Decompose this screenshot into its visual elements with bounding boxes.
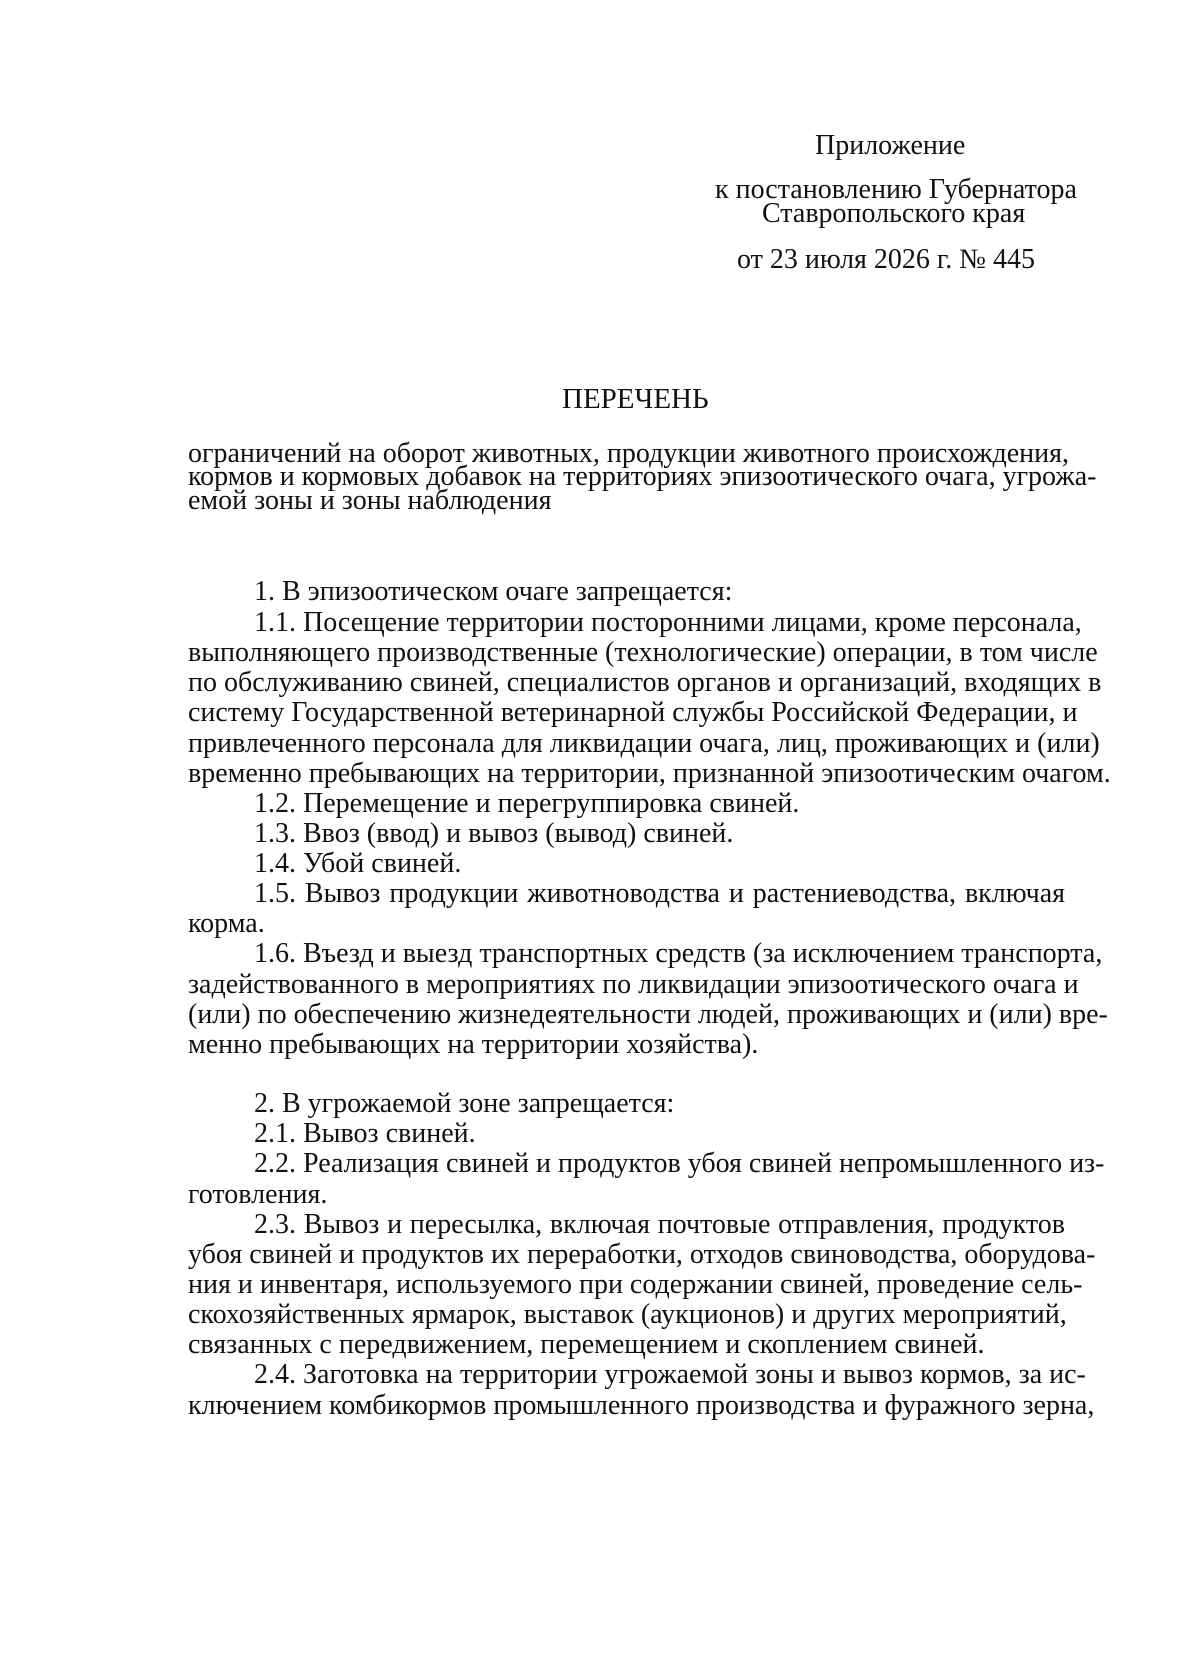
section1-line: привлеченного персонала для ликвидации очага, лиц, проживающих и (или) — [188, 728, 1100, 759]
section1-line: менно пребывающих на территории хозяйства). — [188, 1029, 759, 1060]
section1-line: временно пребывающих на территории, признанной эпизоотическим очагом. — [188, 758, 1111, 789]
section2-line: ключением комбикормов промышленного производства и фуражного зерна, — [188, 1390, 1095, 1421]
section1-line: (или) по обеспечению жизнедеятельности людей, проживающих и (или) вре- — [188, 999, 1108, 1030]
section2-line: убоя свиней и продуктов их переработки, отходов свиноводства, оборудова- — [188, 1239, 1096, 1270]
section1-line: систему Государственной ветеринарной службы Российской Федерации, и — [188, 697, 1078, 728]
decree-date-number: от 23 июля 2026 г. № 445 — [737, 244, 1035, 275]
section1-line: корма. — [188, 908, 265, 939]
section2-line: ния и инвентаря, используемого при содержании свиней, проведение сель- — [188, 1269, 1083, 1300]
section1-line: 1.1. Посещение территории посторонними лицами, кроме персонала, — [254, 607, 1082, 638]
section1-line: 1.6. Въезд и выезд транспортных средств (за исключением транспорта, — [254, 938, 1103, 969]
section1-heading: 1. В эпизоотическом очаге запрещается: — [254, 576, 733, 607]
section1-line: по обслуживанию свиней, специалистов органов и организаций, входящих в — [188, 667, 1102, 698]
section2-line: 2.1. Вывоз свиней. — [254, 1118, 476, 1149]
section1-line: задействованного в мероприятиях по ликвидации эпизоотического очага и — [188, 969, 1079, 1000]
subtitle-line: кормов и кормовых добавок на территориях эпизоотического очага, угрожа- — [188, 461, 1097, 492]
section1-line: 1.5. Вывоз продукции животноводства и растениеводства, включая — [254, 878, 1065, 909]
decree-reference-line2: Ставропольского края — [762, 198, 1026, 229]
section2-line: 2.2. Реализация свиней и продуктов убоя свиней непромышленного из- — [254, 1148, 1105, 1179]
section2-heading: 2. В угрожаемой зоне запрещается: — [254, 1088, 675, 1119]
subtitle-line: емой зоны и зоны наблюдения — [188, 485, 552, 516]
section2-line: 2.4. Заготовка на территории угрожаемой зоны и вывоз кормов, за ис- — [254, 1359, 1086, 1390]
section2-line: скохозяйственных ярмарок, выставок (аукционов) и других мероприятий, — [188, 1299, 1067, 1330]
section2-line: готовления. — [188, 1179, 328, 1210]
section1-line: 1.2. Перемещение и перегруппировка свиней. — [254, 788, 800, 819]
document-title: ПЕРЕЧЕНЬ — [562, 383, 709, 415]
section1-line: выполняющего производственные (технологические) операции, в том числе — [188, 637, 1098, 668]
subtitle-line: ограничений на оборот животных, продукции животного происхождения, — [188, 438, 1070, 469]
decree-reference-line1: к постановлению Губернатора — [715, 174, 1077, 205]
section1-line: 1.4. Убой свиней. — [254, 848, 462, 879]
appendix-label: Приложение — [815, 130, 966, 161]
section2-line: связанных с передвижением, перемещением и скоплением свиней. — [188, 1329, 985, 1360]
section1-line: 1.3. Ввоз (ввод) и вывоз (вывод) свиней. — [254, 818, 734, 849]
section2-line: 2.3. Вывоз и пересылка, включая почтовые отправления, продуктов — [254, 1209, 1065, 1240]
